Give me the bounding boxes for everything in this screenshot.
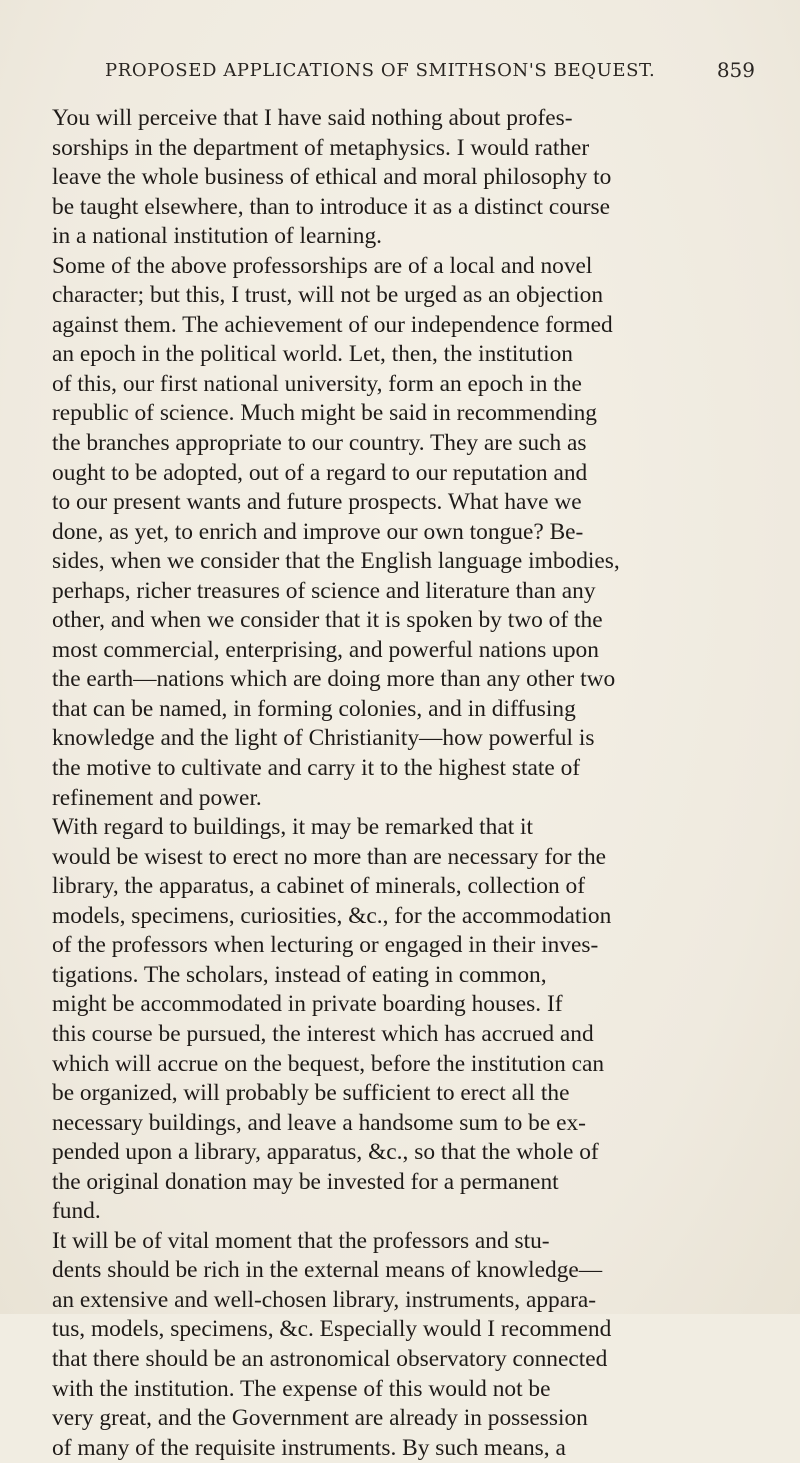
text-line: of this, our first national university, form an epoch in the bbox=[52, 370, 582, 397]
text-line: pended upon a library, apparatus, &c., so that the whole of bbox=[52, 1139, 599, 1166]
paragraph bbox=[52, 252, 764, 813]
text-line: library, the apparatus, a cabinet of minerals, collection of bbox=[52, 873, 586, 900]
text-line: It will be of vital moment that the professors and stu- bbox=[52, 1227, 550, 1254]
text-line: done, as yet, to enrich and improve our own tongue? Be- bbox=[52, 518, 584, 545]
text-line: an extensive and well-chosen library, instruments, appara- bbox=[52, 1286, 597, 1313]
text-line: that can be named, in forming colonies, and in diffusing bbox=[52, 695, 576, 722]
text-line: most commercial, enterprising, and powerful nations upon bbox=[52, 636, 599, 663]
text-line: which will accrue on the bequest, before the institution can bbox=[52, 1050, 605, 1077]
running-head bbox=[105, 60, 755, 90]
text-line: the earth—nations which are doing more than any other two bbox=[52, 666, 616, 693]
text-line: be taught elsewhere, than to introduce it as a distinct course bbox=[52, 193, 610, 220]
text-line: against them. The achievement of our independence formed bbox=[52, 311, 613, 338]
text-line: in a national institution of learning. bbox=[52, 223, 383, 250]
text-line: perhaps, richer treasures of science and literature than any bbox=[52, 577, 596, 604]
paragraph bbox=[52, 104, 764, 252]
text-line: other, and when we consider that it is spoken by two of the bbox=[52, 607, 603, 634]
text-line: ought to be adopted, out of a regard to our reputation and bbox=[52, 459, 588, 486]
text-line: tigations. The scholars, instead of eating in common, bbox=[52, 961, 547, 988]
text-line: that there should be an astronomical observatory connected bbox=[52, 1345, 608, 1372]
text-line: refinement and power. bbox=[52, 784, 262, 811]
text-line: of many of the requisite instruments. By such means, a bbox=[52, 1434, 566, 1461]
text-line: an epoch in the political world. Let, then, the institution bbox=[52, 341, 573, 368]
text-line: You will perceive that I have said nothing about profes- bbox=[52, 105, 573, 131]
text-line: sorships in the department of metaphysics. I would rather bbox=[52, 134, 590, 161]
text-line: models, specimens, curiosities, &c., for the accommodation bbox=[52, 902, 612, 929]
text-line: With regard to buildings, it may be remarked that it bbox=[52, 814, 534, 841]
text-line: character; but this, I trust, will not be urged as an objection bbox=[52, 282, 604, 309]
text-line: the branches appropriate to our country. They are such as bbox=[52, 430, 587, 457]
text-line: might be accommodated in private boarding houses. If bbox=[52, 991, 563, 1018]
text-line: fund. bbox=[52, 1198, 101, 1225]
text-line: to our present wants and future prospects. What have we bbox=[52, 489, 582, 516]
text-line: necessary buildings, and leave a handsome sum to be ex- bbox=[52, 1109, 586, 1136]
body-text bbox=[52, 104, 764, 1463]
text-line: of the professors when lecturing or engaged in their inves- bbox=[52, 932, 599, 959]
paragraph bbox=[52, 813, 764, 1227]
text-line: very great, and the Government are already in possession bbox=[52, 1405, 588, 1432]
text-line: with the institution. The expense of this would not be bbox=[52, 1375, 551, 1402]
text-line: would be wisest to erect no more than are necessary for the bbox=[52, 843, 607, 870]
paragraph bbox=[52, 1227, 764, 1463]
text-line: this course be pursued, the interest which has accrued and bbox=[52, 1020, 594, 1047]
text-line: be organized, will probably be sufficient to erect all the bbox=[52, 1080, 570, 1107]
running-title: PROPOSED APPLICATIONS OF SMITHSON'S BEQUEST. bbox=[105, 60, 656, 81]
text-line: knowledge and the light of Christianity—how powerful is bbox=[52, 725, 595, 752]
text-line: sides, when we consider that the English language imbodies, bbox=[52, 548, 620, 575]
text-line: Some of the above professorships are of a local and novel bbox=[52, 252, 593, 279]
text-line: the original donation may be invested for a permanent bbox=[52, 1168, 559, 1195]
text-line: republic of science. Much might be said in recommending bbox=[52, 400, 597, 427]
page-number: 859 bbox=[716, 58, 755, 82]
text-line: dents should be rich in the external means of knowledge— bbox=[52, 1257, 603, 1284]
text-line: the motive to cultivate and carry it to the highest state of bbox=[52, 755, 581, 782]
text-line: tus, models, specimens, &c. Especially would I recommend bbox=[52, 1316, 612, 1343]
text-line: leave the whole business of ethical and moral philosophy to bbox=[52, 164, 612, 191]
